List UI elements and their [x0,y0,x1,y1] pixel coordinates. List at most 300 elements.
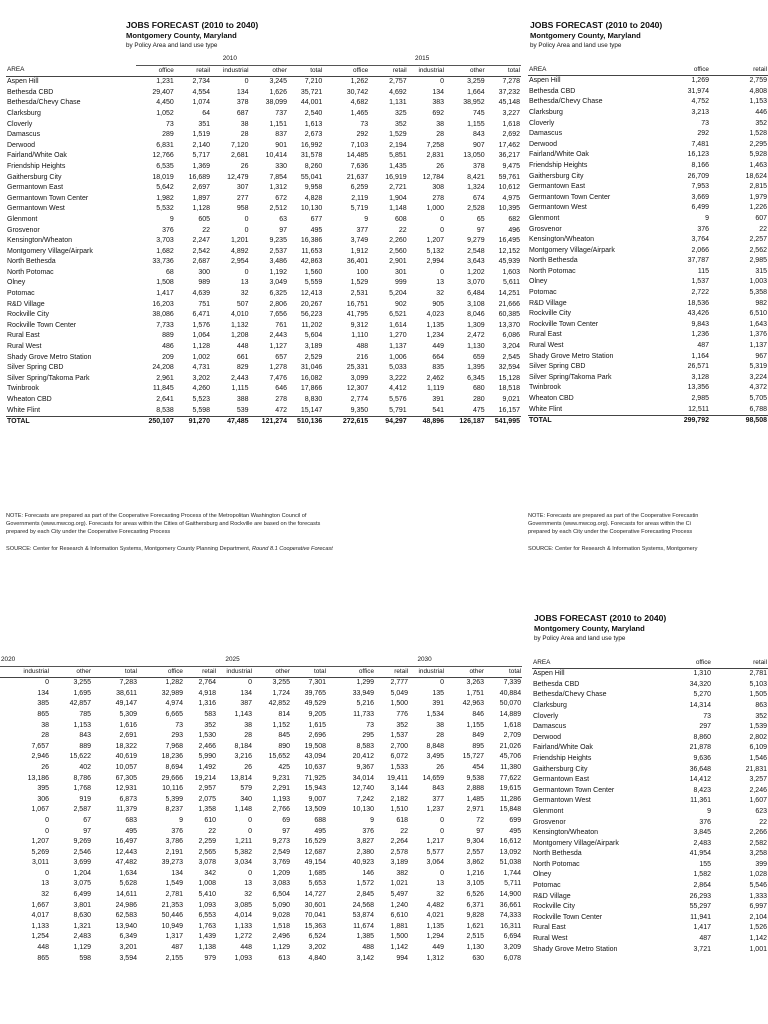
value-cell: 16,157 [498,406,520,414]
value-cell: 53,874 [352,912,375,920]
value-cell: 4,682 [350,99,369,107]
total-value: 126,187 [459,418,485,426]
table-row [528,203,768,214]
value-cell: 907 [472,141,485,149]
value-cell: 19,508 [304,742,327,750]
value-cell: 6,788 [749,405,767,413]
value-cell: 2,815 [749,183,767,191]
area-name-cell: Montgomery Village/Airpark [7,247,93,255]
table-row [0,858,522,869]
value-cell: 2,692 [502,131,520,139]
value-cell: 2,257 [749,236,767,244]
value-cell: 2,673 [304,131,323,139]
value-cell: 12,740 [352,785,375,793]
value-cell: 13 [41,880,49,888]
value-cell: 74,333 [499,912,522,920]
value-cell: 49,154 [304,859,327,867]
area-name-cell: Silver Spring/Takoma Park [7,374,90,382]
value-cell: 65 [476,215,485,223]
total-row [6,417,521,428]
page2 [528,20,768,565]
value-cell: 4,808 [749,87,767,95]
area-name-cell: Rockville Town Center [529,320,599,328]
value-cell: 16,495 [498,237,520,245]
area-name-cell: Rural West [533,935,568,943]
value-cell: 0 [440,226,445,234]
table-row [6,395,521,406]
value-cell: 2,557 [466,848,485,856]
value-cell: 376 [697,225,709,233]
value-cell: 10,130 [352,806,375,814]
value-cell: 9,231 [272,774,290,782]
value-cell: 3,769 [272,859,290,867]
area-name-cell: Glenmont [533,807,564,815]
value-cell: 9,269 [73,838,91,846]
value-cell: 6,526 [466,891,485,899]
total-value: 94,297 [385,418,407,426]
value-cell: 68 [165,268,174,276]
value-cell: 5,103 [749,680,767,688]
value-cell: 13 [244,880,252,888]
table-row [532,849,768,860]
value-cell: 4,017 [31,912,49,920]
page1-title: JOBS FORECAST (2010 to 2040) [126,20,259,30]
value-cell: 17,866 [300,385,323,393]
value-cell: 1,208 [231,332,249,340]
area-name-cell: Rockville City [529,310,572,318]
table-row [532,881,768,892]
value-cell: 3,049 [269,279,287,287]
value-cell: 672 [275,194,287,202]
value-cell: 1,576 [192,321,211,329]
value-cell: 41,795 [346,311,369,319]
value-cell: 300 [198,268,211,276]
value-cell: 39,765 [304,689,327,697]
value-cell: 2,971 [466,806,485,814]
value-cell: 3,255 [73,679,91,687]
value-cell: 2,380 [356,848,375,856]
table-row [528,87,768,98]
value-cell: 3,669 [691,193,709,201]
area-name-cell: Fairland/White Oak [533,744,593,752]
value-cell: 134 [240,689,252,697]
value-cell: 16,529 [304,838,327,846]
area-name-cell: Silver Spring/Takoma Park [529,373,612,381]
table-row [528,267,768,278]
area-name-cell: Wheaton CBD [529,395,574,402]
table-row [528,150,768,161]
year-2015-label: 2015 [415,55,430,62]
value-cell: 13,050 [463,152,485,160]
value-cell: 292 [356,131,369,139]
value-cell: 115 [697,267,709,275]
value-cell: 835 [432,364,445,372]
value-cell: 34,320 [689,680,711,688]
value-cell: 2,777 [390,679,409,687]
table-row [0,774,522,785]
value-cell: 1,028 [749,871,767,879]
value-cell: 3,099 [350,374,369,382]
table-row [532,796,768,807]
value-cell: 18,019 [152,173,174,181]
table-row [6,331,521,342]
table-row [0,752,522,763]
area-name-cell: Fairland/White Oak [529,151,589,159]
year-2010-label: 2010 [222,55,237,62]
value-cell: 613 [278,954,290,962]
page4-subtitle2: by Policy Area and land use type [534,635,626,642]
value-cell: 1,127 [269,343,287,351]
table-row [532,892,768,903]
value-cell: 6,109 [749,744,767,752]
value-cell: 2,246 [749,786,767,794]
value-cell: 8,260 [304,162,323,170]
area-name-cell: Germantown West [533,797,591,805]
value-cell: 32 [41,891,49,899]
value-cell: 13,092 [499,848,522,856]
value-cell: 2,515 [466,933,485,941]
value-cell: 8,184 [234,742,252,750]
value-cell: 2,687 [192,258,211,266]
value-cell: 4,023 [426,311,445,319]
value-cell: 618 [396,816,409,824]
table-row [6,310,521,321]
value-cell: 2,466 [198,742,216,750]
area-name-cell: Potomac [533,882,561,890]
total-value: 250,107 [148,418,174,426]
value-cell: 378 [472,162,485,170]
value-cell: 3,827 [356,838,375,846]
value-cell: 45,939 [498,258,520,266]
value-cell: 2,954 [231,258,249,266]
value-cell: 1,546 [749,754,767,762]
value-cell: 16,123 [687,151,709,159]
value-cell: 352 [755,712,767,720]
value-cell: 2,291 [272,785,290,793]
area-name-cell: Rural West [7,343,42,351]
value-cell: 843 [472,131,485,139]
value-cell: 865 [37,710,49,718]
value-cell: 2,260 [389,237,407,245]
area-name-cell: Grosvenor [7,226,40,234]
table-row [528,161,768,172]
value-cell: 541 [432,406,445,414]
value-cell: 1,417 [156,290,174,298]
value-cell: 38 [240,120,249,128]
value-cell: 3,078 [198,859,216,867]
value-cell: 26 [240,162,249,170]
value-cell: 4,260 [192,385,211,393]
value-cell: 1,904 [389,194,407,202]
value-cell: 69 [282,816,290,824]
value-cell: 0 [440,869,445,877]
table-row [528,129,768,140]
value-cell: 34,014 [352,774,375,782]
value-cell: 1,155 [467,120,485,128]
value-cell: 12,766 [152,152,174,160]
value-cell: 6,072 [390,753,409,761]
table-row [0,721,522,732]
value-cell: 2,140 [192,141,211,149]
value-cell: 18,624 [745,172,767,180]
value-cell: 43,426 [687,310,709,318]
value-cell: 38 [436,120,445,128]
value-cell: 449 [432,944,445,952]
area-name-cell: Rockville Town Center [533,913,603,921]
value-cell: 10,949 [161,922,183,930]
value-cell: 11,674 [353,922,375,930]
area-name-cell: Olney [529,278,548,286]
value-cell: 1,618 [502,120,520,128]
area-name-cell: Wheaton CBD [7,396,52,403]
value-cell: 1,519 [192,131,211,139]
value-cell: 2,483 [693,839,711,847]
col-office: office [167,667,183,675]
value-cell: 0 [244,215,249,223]
value-cell: 1,385 [356,933,375,941]
page1-subtitle: Montgomery County, Maryland [126,31,237,40]
value-cell: 1,312 [426,954,445,962]
value-cell: 863 [755,701,767,709]
value-cell: 1,052 [156,109,174,117]
value-cell: 1,724 [272,689,290,697]
value-cell: 13,356 [687,384,709,392]
value-cell: 7,476 [269,374,287,382]
value-cell: 2,560 [389,247,407,255]
value-cell: 9,304 [466,838,485,846]
value-cell: 6,504 [272,891,290,899]
value-cell: 3,259 [467,78,485,86]
value-cell: 26,709 [687,172,709,180]
value-cell: 55,041 [300,173,323,181]
value-cell: 28 [244,732,252,740]
value-cell: 539 [236,406,249,414]
value-cell: 496 [508,226,520,234]
value-cell: 5,204 [389,290,407,298]
value-cell: 2,901 [389,258,407,266]
value-cell: 3,202 [192,374,211,382]
value-cell: 3,083 [272,880,290,888]
value-cell: 289 [162,131,174,139]
value-cell: 22 [759,818,767,826]
value-cell: 1,064 [192,332,211,340]
area-name-cell: Fairland/White Oak [7,152,67,160]
value-cell: 1,128 [192,343,211,351]
value-cell: 1,110 [351,332,369,340]
value-cell: 2,734 [192,78,211,86]
value-cell: 5,216 [356,700,375,708]
value-cell: 134 [171,869,183,877]
value-cell: 3,749 [350,237,369,245]
value-cell: 11,202 [301,321,323,329]
area-name-cell: Germantown Town Center [533,786,615,794]
value-cell: 377 [356,226,369,234]
value-cell: 9,279 [467,237,485,245]
table-row [6,406,521,417]
table-row [6,363,521,374]
value-cell: 16,386 [300,237,323,245]
value-cell: 22 [208,827,216,835]
area-name-cell: White Flint [529,405,563,413]
value-cell: 8,630 [73,912,91,920]
value-cell: 2,864 [693,882,711,890]
value-cell: 38,099 [265,99,287,107]
value-cell: 7,953 [691,183,709,191]
value-cell: 21,666 [498,300,520,308]
value-cell: 1,615 [308,721,327,729]
table-row [0,890,522,901]
value-cell: 73 [360,120,369,128]
value-cell: 5,791 [389,406,407,414]
area-name-cell: Aspen Hill [533,670,565,678]
value-cell: 3,105 [466,880,485,888]
value-cell: 1,133 [234,922,252,930]
value-cell: 1,529 [350,279,369,287]
value-cell: 32 [240,290,249,298]
col-other: other [76,667,91,675]
value-cell: 402 [79,763,91,771]
value-cell: 3,224 [749,373,767,381]
value-cell: 11,733 [353,710,375,718]
value-cell: 50,070 [499,700,522,708]
value-cell: 9,828 [466,912,485,920]
value-cell: 15,363 [304,922,327,930]
page1-source-text: SOURCE: Center for Research & Information Systems, Montgomery County Planning Department, [6,546,251,552]
value-cell: 865 [37,954,49,962]
value-cell: 306 [37,795,49,803]
value-cell: 20,267 [300,300,323,308]
table-row [528,405,768,416]
value-cell: 50,446 [161,912,183,920]
area-name-cell: Glenmont [529,214,560,222]
value-cell: 10,395 [498,205,520,213]
value-cell: 13 [436,880,445,888]
value-cell: 1,643 [749,320,767,328]
value-cell: 2,075 [198,795,216,803]
value-cell: 1,272 [234,933,252,941]
value-cell: 387 [240,700,252,708]
page2-note-2: Governments (www.mwcog.org). Forecasts for areas within the Ci [528,521,691,527]
value-cell: 1,603 [502,268,520,276]
table-row [528,362,768,373]
value-cell: 64 [202,109,211,117]
value-cell: 6,371 [466,901,485,909]
value-cell: 73 [366,721,375,729]
value-cell: 277 [236,194,249,202]
table-row [532,701,768,712]
value-cell: 13,940 [115,922,137,930]
area-name-cell: Glenmont [7,215,38,223]
value-cell: 1,153 [73,721,91,729]
value-cell: 16,082 [300,374,323,382]
table-row [532,818,768,829]
value-cell: 10,130 [300,205,323,213]
col-office: office [693,65,709,73]
value-cell: 13,186 [27,774,49,782]
table-row [528,140,768,151]
value-cell: 3,202 [308,944,327,952]
value-cell: 1,093 [234,954,252,962]
value-cell: 28 [41,732,49,740]
value-cell: 1,316 [198,700,216,708]
value-cell: 38,086 [152,311,174,319]
value-cell: 14,900 [499,891,522,899]
value-cell: 8,583 [356,742,375,750]
table-row [6,278,521,289]
area-name-cell: North Potomac [7,268,54,276]
table-row [6,183,521,194]
value-cell: 278 [432,194,445,202]
value-cell: 5,990 [198,753,216,761]
value-cell: 4,975 [502,194,520,202]
value-cell: 982 [755,299,767,307]
value-cell: 979 [204,954,216,962]
value-cell: 1,526 [749,924,767,932]
value-cell: 1,201 [231,237,249,245]
value-cell: 38 [244,721,252,729]
value-cell: 610 [204,816,216,824]
value-cell: 1,254 [31,933,49,941]
table-row [6,173,521,184]
col-office: office [358,667,375,675]
value-cell: 4,482 [426,901,445,909]
area-name-cell: Clarksburg [533,701,567,709]
table-row [532,722,768,733]
value-cell: 0 [440,679,445,687]
value-cell: 3,257 [749,776,767,784]
value-cell: 7,481 [691,140,709,148]
value-cell: 8,046 [467,311,485,319]
value-cell: 395 [37,785,49,793]
table-row [0,795,522,806]
table-row [0,922,522,933]
value-cell: 16,497 [115,838,137,846]
value-cell: 45,148 [498,99,520,107]
value-cell: 6,078 [503,954,522,962]
table-row [528,246,768,257]
area-name-cell: Rural East [7,332,40,340]
value-cell: 7,242 [356,795,375,803]
value-cell: 1,529 [389,131,407,139]
value-cell: 2,512 [269,205,287,213]
value-cell: 3,255 [272,679,290,687]
value-cell: 6,694 [503,933,522,941]
value-cell: 664 [432,353,445,361]
value-cell: 21,353 [161,901,183,909]
value-cell: 2,721 [389,184,407,192]
value-cell: 6,259 [350,184,369,192]
value-cell: 1,744 [503,869,522,877]
value-cell: 2,691 [119,732,137,740]
value-cell: 3,699 [73,859,91,867]
value-cell: 1,143 [234,710,252,718]
value-cell: 135 [432,689,445,697]
value-cell: 399 [755,860,767,868]
value-cell: 6,325 [269,290,287,298]
col-total: total [310,66,323,74]
value-cell: 32 [436,891,445,899]
value-cell: 19,411 [387,774,409,782]
value-cell: 6,997 [749,903,767,911]
total-value: 48,896 [422,418,445,426]
value-cell: 1,240 [390,901,409,909]
area-name-cell: Damascus [533,723,567,731]
area-name-cell: Friendship Heights [529,161,588,169]
value-cell: 454 [472,763,485,771]
total-row [528,416,768,427]
value-cell: 849 [472,732,485,740]
value-cell: 6,873 [119,795,137,803]
